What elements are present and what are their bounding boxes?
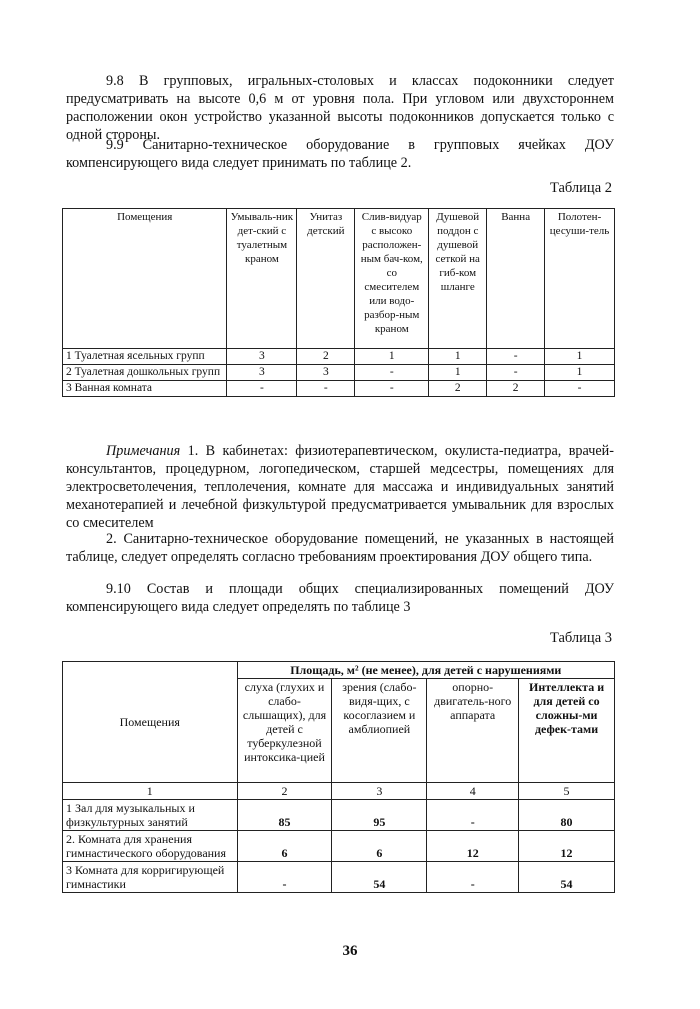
table-cell: 2 — [237, 783, 332, 800]
table-cell: 54 — [332, 862, 427, 893]
table-cell: 1 — [429, 365, 487, 381]
table-2 — [62, 208, 615, 397]
page-number: 36 — [342, 943, 358, 959]
table-3-header-vision: зрения (слабо-видя-щих, с косоглазием и амблиопией — [332, 679, 427, 783]
table-cell: 1 — [429, 349, 487, 365]
table-cell: - — [237, 862, 332, 893]
table-2-header-bath: Ванна — [487, 209, 545, 349]
table-cell: 3 Комната для корригирующей гимнастики — [63, 862, 238, 893]
table-cell: - — [227, 381, 297, 397]
table-cell: 3 — [332, 783, 427, 800]
table-2-header-shower: Душевой поддон с душевой сеткой на гиб-ком шланге — [429, 209, 487, 349]
table-cell: 3 — [227, 349, 297, 365]
table-cell: 1 Зал для музыкальных и физкультурных занятий — [63, 800, 238, 831]
table-cell: 80 — [519, 800, 615, 831]
table-3-group-header: Площадь, м² (не менее), для детей с нарушениями — [237, 662, 614, 679]
table-cell: 2 Туалетная дошкольных групп — [63, 365, 227, 381]
table-3-header-locomotor: опорно-двигатель-ного аппарата — [427, 679, 519, 783]
table-cell: 1 — [63, 783, 238, 800]
note-2: 2. Санитарно-техническое оборудование помещений, не указанных в настоящей таблице, следует определять согласно требованиям проектирования ДОУ общего типа. — [66, 531, 614, 565]
table-2-header-drain: Слив-видуар с высоко расположен-ным бач-ком, со смесителем или водо-разбор-ным краном — [355, 209, 429, 349]
table-row — [63, 800, 615, 831]
table-3-group-header-row — [63, 662, 615, 679]
table-cell: - — [487, 349, 545, 365]
table-cell: - — [355, 365, 429, 381]
notes-label: Примечания — [106, 443, 181, 459]
table-cell: 3 — [297, 365, 355, 381]
table-row — [63, 349, 615, 365]
table-cell: 2. Комната для хранения гимнастического оборудования — [63, 831, 238, 862]
table-cell: 95 — [332, 800, 427, 831]
paragraph-9-10: 9.10 Состав и площади общих специализированных помещений ДОУ компенсирующего вида следует определять по таблице 3 — [66, 581, 614, 615]
table-2-caption: Таблица 2 — [549, 180, 612, 196]
table-cell: 1 Туалетная ясельных групп — [63, 349, 227, 365]
table-cell: 2 — [487, 381, 545, 397]
table-cell: - — [297, 381, 355, 397]
table-cell: 2 — [297, 349, 355, 365]
table-cell: 2 — [429, 381, 487, 397]
table-cell: 4 — [427, 783, 519, 800]
table-3-header-hearing: слуха (глухих и слабо-слышащих), для детей с туберкулезной интоксика-цией — [237, 679, 332, 783]
table-cell: 3 — [227, 365, 297, 381]
table-cell: - — [487, 365, 545, 381]
table-2-header-toilet: Унитаз детский — [297, 209, 355, 349]
table-3-number-row — [63, 783, 615, 800]
table-2-header-washbasin: Умываль-ник дет-ский с туалетным краном — [227, 209, 297, 349]
table-3-caption: Таблица 3 — [549, 630, 612, 646]
table-cell: 54 — [519, 862, 615, 893]
table-cell: - — [427, 800, 519, 831]
table-row — [63, 862, 615, 893]
table-row — [63, 831, 615, 862]
table-cell: - — [545, 381, 615, 397]
table-3-header-rooms: Помещения — [63, 662, 238, 783]
note-1: 1. В кабинетах: физиотерапевтическом, окулиста-педиатра, врачей-консультантов, процедурном, логопедическом, старшей медсестры, помещениях для электросветолечения, теплолечения, комнате для массажа и индивидуальных занятий механотерапией и лечебной физкультурой предусматривается умывальник для взрослых со смесителем — [66, 443, 614, 531]
notes-block — [66, 442, 614, 532]
table-2-header-towel-dryer: Полотен-цесуши-тель — [545, 209, 615, 349]
table-cell: - — [427, 862, 519, 893]
table-2-header-row — [63, 209, 615, 349]
table-3-header-intellect: Интеллекта и для детей со сложны-ми дефек-тами — [519, 679, 615, 783]
table-cell: 6 — [237, 831, 332, 862]
table-cell: 12 — [427, 831, 519, 862]
table-row — [63, 381, 615, 397]
table-cell: 85 — [237, 800, 332, 831]
table-cell: 5 — [519, 783, 615, 800]
table-row — [63, 365, 615, 381]
table-cell: 12 — [519, 831, 615, 862]
paragraph-9-9: 9.9 Санитарно-техническое оборудование в групповых ячейках ДОУ компенсирующего вида следует принимать по таблице 2. — [66, 137, 614, 171]
table-cell: - — [355, 381, 429, 397]
table-cell: 1 — [545, 349, 615, 365]
table-cell: 3 Ванная комната — [63, 381, 227, 397]
table-3 — [62, 661, 615, 893]
table-cell: 6 — [332, 831, 427, 862]
table-cell: 1 — [545, 365, 615, 381]
paragraph-9-8: 9.8 В групповых, игральных-столовых и классах подоконники следует предусматривать на высоте 0,6 м от уровня пола. При угловом или двухстороннем расположении окон устройство указанной высоты подоконников допускается только с одной стороны. — [66, 73, 614, 143]
table-2-header-rooms: Помещения — [63, 209, 227, 349]
table-cell: 1 — [355, 349, 429, 365]
